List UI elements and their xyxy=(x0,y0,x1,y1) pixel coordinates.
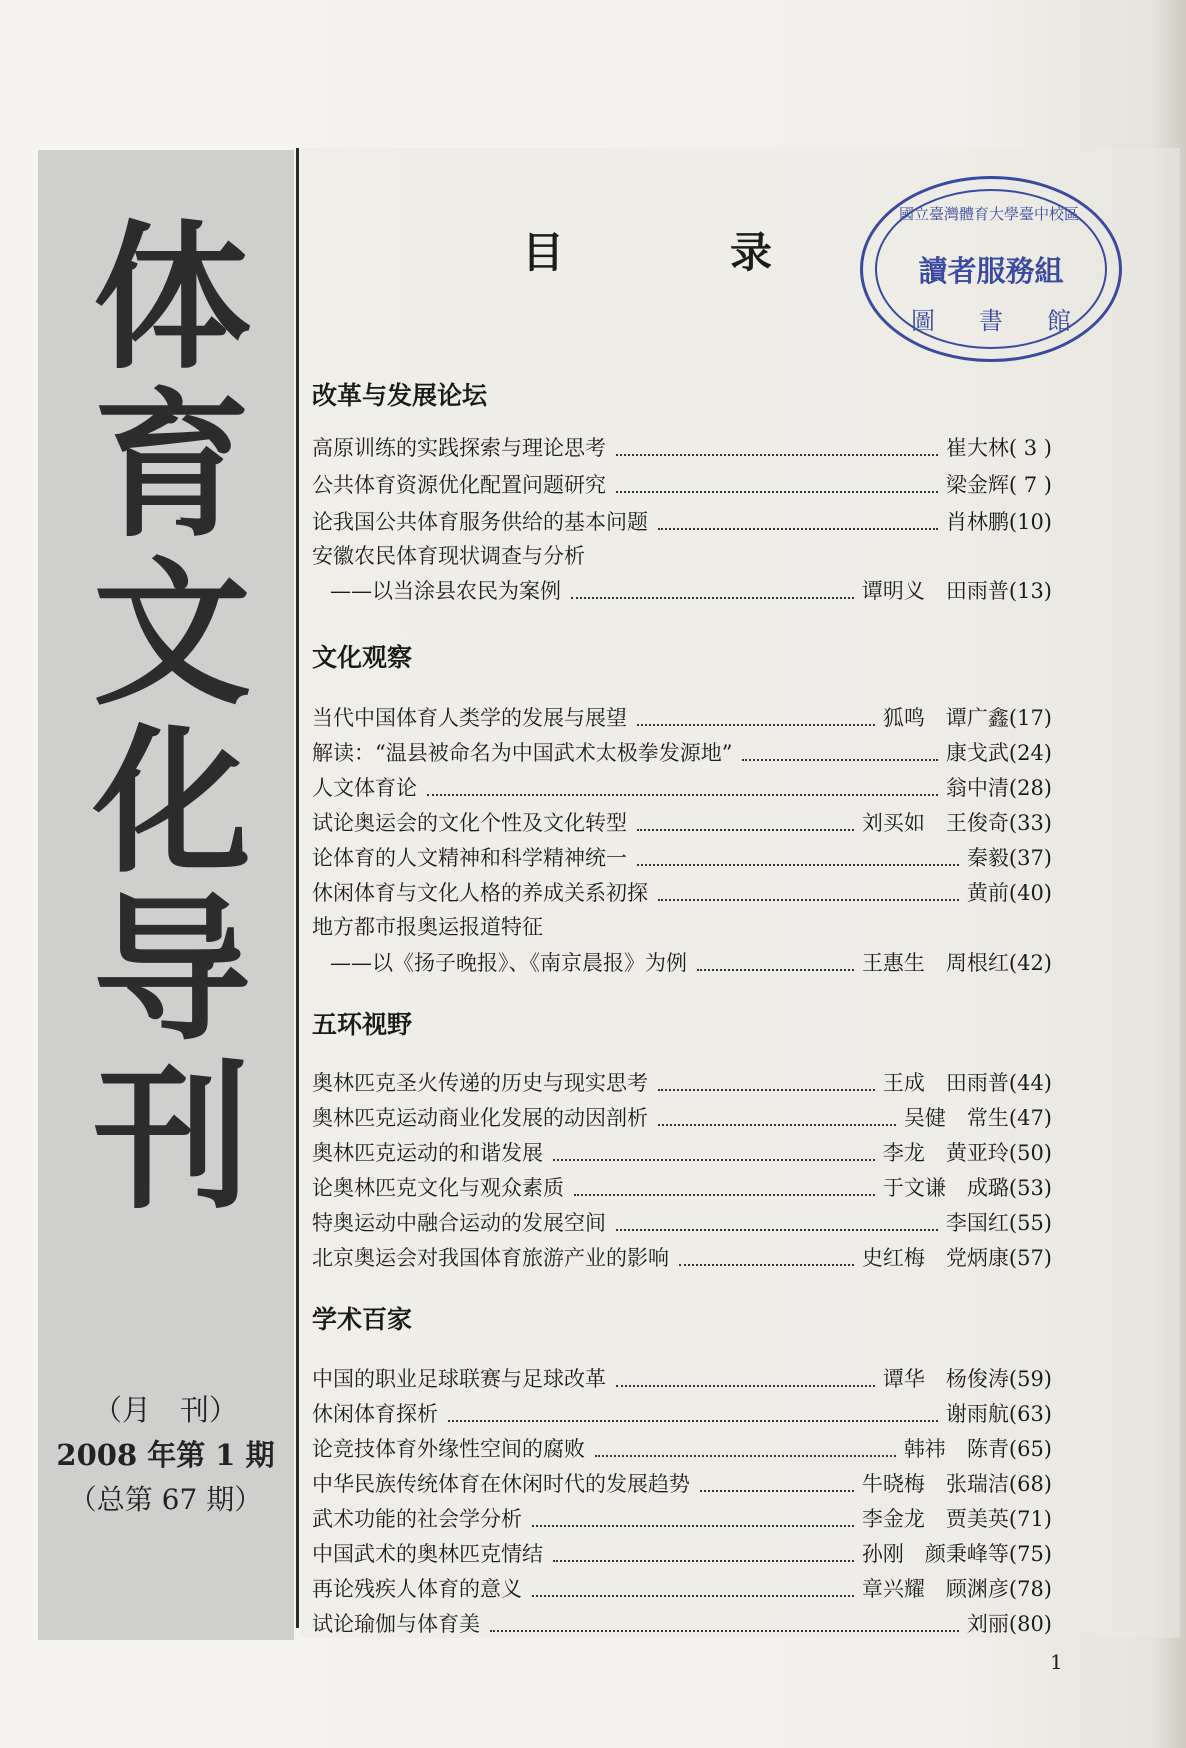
title-char: 文 xyxy=(93,543,251,727)
leader-dots xyxy=(658,1089,875,1091)
leader-dots xyxy=(616,1229,938,1231)
entry-title: 论奥林匹克文化与观众素质 xyxy=(312,1176,564,1200)
title-char: 化 xyxy=(93,711,251,895)
entry-authors-page: 李国红(55) xyxy=(945,1211,1052,1235)
leader-dots xyxy=(448,1420,938,1422)
entry-authors-page: 王成 田雨普(44) xyxy=(882,1071,1052,1095)
title-char: 刊 xyxy=(93,1047,251,1231)
entry-authors-page: 梁金辉( 7 ) xyxy=(945,473,1052,497)
entry-title: 中国武术的奥林匹克情结 xyxy=(312,1542,543,1566)
leader-dots xyxy=(571,597,854,599)
toc-entry[interactable] xyxy=(312,1364,1052,1394)
entry-authors-page: 王惠生 周根红(42) xyxy=(861,951,1052,975)
stamp-char: 館 xyxy=(1047,307,1071,335)
leader-dots xyxy=(616,491,938,493)
toc-entry[interactable] xyxy=(312,507,1052,537)
toc-entry[interactable] xyxy=(330,576,1052,606)
entry-title: ——以当涂县农民为案例 xyxy=(330,579,561,603)
entry-authors-page: 肖林鹏(10) xyxy=(945,510,1052,534)
entry-authors-page: 刘丽(80) xyxy=(966,1612,1052,1636)
leader-dots xyxy=(595,1455,896,1457)
toc-entry[interactable] xyxy=(312,1138,1052,1168)
toc-entry[interactable] xyxy=(312,1434,1052,1464)
toc-entry[interactable] xyxy=(312,843,1052,873)
leader-dots xyxy=(637,864,959,866)
issue-total: （总第 67 期） xyxy=(68,1483,263,1516)
toc-entry[interactable] xyxy=(312,1609,1052,1639)
section-title: 改革与发展论坛 xyxy=(312,381,488,410)
toc-entry[interactable] xyxy=(312,1243,1052,1273)
entry-authors-page: 翁中清(28) xyxy=(945,776,1052,800)
stamp-arc-text: 國立臺灣體育大學臺中校區 xyxy=(898,205,1079,223)
leader-dots xyxy=(553,1560,854,1562)
entry-title: 武术功能的社会学分析 xyxy=(312,1507,522,1531)
entry-title: 奥林匹克圣火传递的历史与现实思考 xyxy=(312,1071,648,1095)
entry-authors-page: 牛晓梅 张瑞洁(68) xyxy=(861,1472,1052,1496)
entry-title: 高原训练的实践探索与理论思考 xyxy=(312,436,606,460)
leader-dots xyxy=(427,794,938,796)
library-stamp xyxy=(860,176,1122,362)
entry-title: 安徽农民体育现状调查与分析 xyxy=(312,544,585,568)
title-char: 育 xyxy=(93,375,251,559)
entry-title: 当代中国体育人类学的发展与展望 xyxy=(312,706,627,730)
entry-authors-page: 谭明义 田雨普(13) xyxy=(861,579,1052,603)
entry-title: 休闲体育探析 xyxy=(312,1402,438,1426)
leader-dots xyxy=(490,1630,959,1632)
leader-dots xyxy=(616,454,938,456)
toc-entry[interactable] xyxy=(312,470,1052,500)
leader-dots xyxy=(637,724,875,726)
entry-title: 奥林匹克运动的和谐发展 xyxy=(312,1141,543,1165)
toc-entry[interactable] xyxy=(330,948,1052,978)
toc-entry[interactable] xyxy=(312,1469,1052,1499)
toc-entry[interactable] xyxy=(312,433,1052,463)
entry-title: 解读：“温县被命名为中国武术太极拳发源地” xyxy=(312,741,733,765)
stamp-char: 圖 xyxy=(911,307,935,335)
stamp-bottom xyxy=(911,301,1071,336)
toc-entry[interactable] xyxy=(312,1103,1052,1133)
entry-title: 人文体育论 xyxy=(312,776,417,800)
stamp-char: 書 xyxy=(979,307,1003,335)
entry-authors-page: 史红梅 党炳康(57) xyxy=(861,1246,1052,1270)
entry-title: 中国的职业足球联赛与足球改革 xyxy=(312,1367,606,1391)
entry-title: 论我国公共体育服务供给的基本问题 xyxy=(312,510,648,534)
title-char: 体 xyxy=(93,207,251,391)
entry-authors-page: 李龙 黄亚玲(50) xyxy=(882,1141,1052,1165)
issue-frequency: （月 刊） xyxy=(92,1393,238,1427)
entry-authors-page: 李金龙 贾美英(71) xyxy=(861,1507,1052,1531)
entry-title: ——以《扬子晚报》、《南京晨报》为例 xyxy=(330,951,687,975)
entry-title: 公共体育资源优化配置问题研究 xyxy=(312,473,606,497)
entry-authors-page: 于文谦 成璐(53) xyxy=(882,1176,1052,1200)
entry-authors-page: 秦毅(37) xyxy=(966,846,1052,870)
entry-authors-page: 谢雨航(63) xyxy=(945,1402,1052,1426)
entry-title: 试论奥运会的文化个性及文化转型 xyxy=(312,811,627,835)
leader-dots xyxy=(658,528,938,530)
toc-entry[interactable] xyxy=(312,738,1052,768)
section-title: 文化观察 xyxy=(312,643,413,672)
leader-dots xyxy=(532,1525,854,1527)
entry-authors-page: 康戈武(24) xyxy=(945,741,1052,765)
toc-entry[interactable] xyxy=(312,1574,1052,1604)
entry-title: 特奥运动中融合运动的发展空间 xyxy=(312,1211,606,1235)
entry-title: 奥林匹克运动商业化发展的动因剖析 xyxy=(312,1106,648,1130)
leader-dots xyxy=(553,1159,875,1161)
toc-entry[interactable] xyxy=(312,1539,1052,1569)
entry-title: 试论瑜伽与体育美 xyxy=(312,1612,480,1636)
leader-dots xyxy=(658,899,959,901)
entry-authors-page: 狐鸣 谭广鑫(17) xyxy=(882,706,1052,730)
entry-title: 论体育的人文精神和科学精神统一 xyxy=(312,846,627,870)
toc-heading: 目 录 xyxy=(522,228,835,277)
entry-title: 休闲体育与文化人格的养成关系初探 xyxy=(312,881,648,905)
entry-authors-page: 谭华 杨俊涛(59) xyxy=(882,1367,1052,1391)
leader-dots xyxy=(658,1124,896,1126)
section-title: 五环视野 xyxy=(312,1010,413,1039)
toc-entry[interactable] xyxy=(312,912,1052,942)
issue-number: 2008 年第 1 期 xyxy=(56,1438,275,1472)
entry-authors-page: 刘买如 王俊奇(33) xyxy=(861,811,1052,835)
title-char: 导 xyxy=(93,879,251,1063)
magazine-title xyxy=(82,207,262,1231)
toc-entry[interactable] xyxy=(312,808,1052,838)
leader-dots xyxy=(616,1385,875,1387)
entry-authors-page: 孙刚 颜秉峰等(75) xyxy=(861,1542,1052,1566)
issue-info xyxy=(48,1388,283,1518)
stamp-main-text: 讀者服務組 xyxy=(918,254,1064,288)
toc-entry[interactable] xyxy=(312,1068,1052,1098)
entry-title: 地方都市报奥运报道特征 xyxy=(312,915,543,939)
entry-authors-page: 章兴耀 顾渊彦(78) xyxy=(861,1577,1052,1601)
toc-entry[interactable] xyxy=(312,703,1052,733)
entry-title: 中华民族传统体育在休闲时代的发展趋势 xyxy=(312,1472,690,1496)
leader-dots xyxy=(574,1194,875,1196)
section-title: 学术百家 xyxy=(312,1305,413,1334)
entry-title: 再论残疾人体育的意义 xyxy=(312,1577,522,1601)
leader-dots xyxy=(637,829,854,831)
leader-dots xyxy=(679,1264,854,1266)
vertical-divider xyxy=(296,148,299,1628)
entry-authors-page: 崔大林( 3 ) xyxy=(945,436,1052,460)
entry-authors-page: 吴健 常生(47) xyxy=(903,1106,1052,1130)
toc-entry[interactable] xyxy=(312,1208,1052,1238)
page-number: 1 xyxy=(1050,1650,1063,1674)
toc-entry[interactable] xyxy=(312,541,1052,571)
toc-entry[interactable] xyxy=(312,878,1052,908)
entry-authors-page: 韩祎 陈青(65) xyxy=(903,1437,1052,1461)
entry-authors-page: 黄前(40) xyxy=(966,881,1052,905)
leader-dots xyxy=(700,1490,854,1492)
toc-entry[interactable] xyxy=(312,773,1052,803)
leader-dots xyxy=(697,969,854,971)
toc-entry[interactable] xyxy=(312,1173,1052,1203)
toc-entry[interactable] xyxy=(312,1399,1052,1429)
entry-title: 北京奥运会对我国体育旅游产业的影响 xyxy=(312,1246,669,1270)
leader-dots xyxy=(742,759,937,761)
entry-title: 论竞技体育外缘性空间的腐败 xyxy=(312,1437,585,1461)
leader-dots xyxy=(532,1595,854,1597)
toc-entry[interactable] xyxy=(312,1504,1052,1534)
